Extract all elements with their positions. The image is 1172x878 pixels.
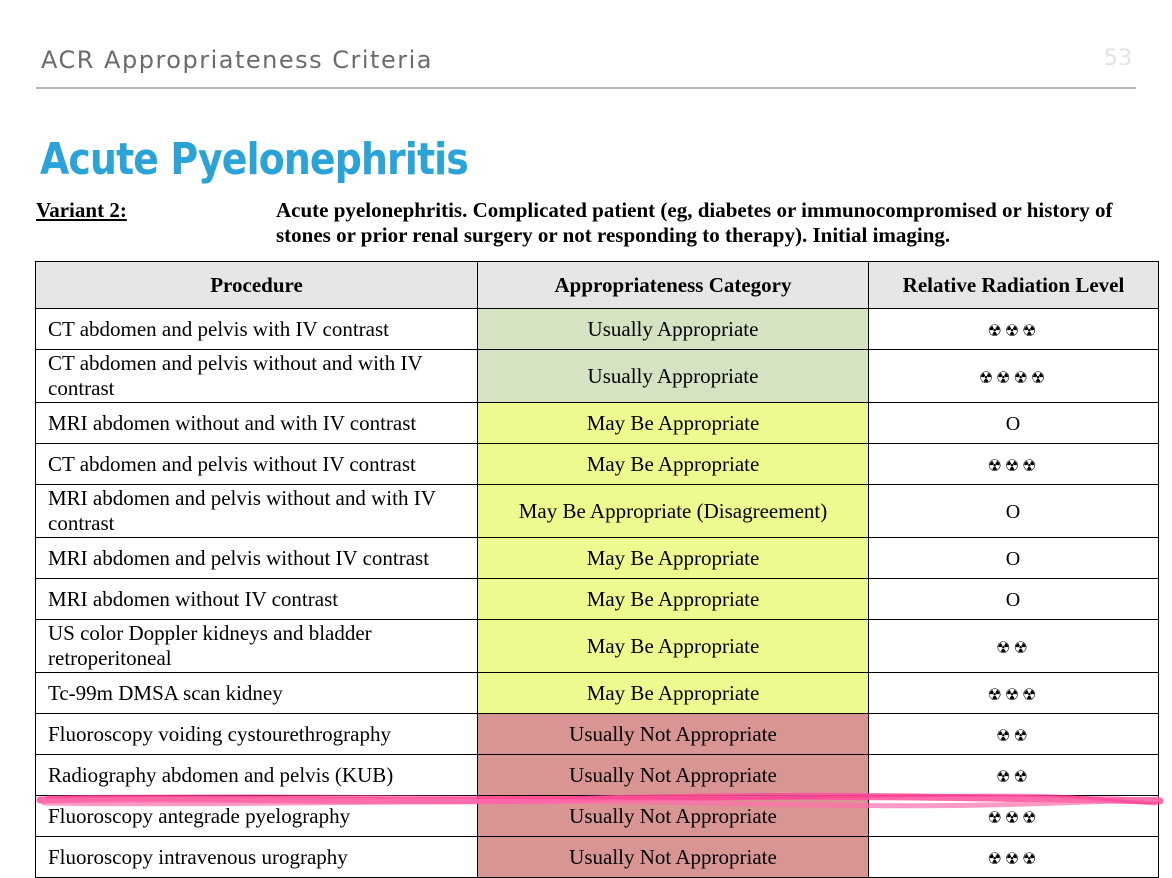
table-row [36,350,1159,403]
table-row [36,538,1159,579]
procedure-cell: MRI abdomen and pelvis without IV contrast [36,538,478,579]
category-cell: Usually Not Appropriate [478,755,869,796]
category-cell: May Be Appropriate [478,579,869,620]
variant-description: Acute pyelonephritis. Complicated patient (eg, diabetes or immunocompromised or history of stones or prior renal surgery or not responding to therapy). Initial imaging. [276,198,1113,247]
radiation-cell [869,714,1159,755]
table-row [36,485,1159,538]
radiation-symbols-icon: ☢☢☢ [987,320,1040,340]
table-body [36,309,1159,878]
radiation-cell [869,837,1159,878]
category-cell: May Be Appropriate [478,444,869,485]
table-row [36,620,1159,673]
table-row [36,309,1159,350]
table-row [36,837,1159,878]
header-title: ACR Appropriateness Criteria [41,46,433,74]
category-cell: May Be Appropriate [478,620,869,673]
table-header-row [36,262,1159,309]
table-row [36,579,1159,620]
criteria-table [35,261,1159,878]
radiation-symbols-icon: ☢☢ [996,766,1031,786]
procedure-cell: MRI abdomen without IV contrast [36,579,478,620]
table-row [36,796,1159,837]
radiation-cell [869,444,1159,485]
table-row [36,714,1159,755]
category-cell: May Be Appropriate [478,673,869,714]
radiation-symbols-icon: ☢☢☢☢ [978,367,1049,387]
radiation-cell [869,755,1159,796]
radiation-cell [869,620,1159,673]
category-cell: Usually Appropriate [478,350,869,403]
procedure-cell: CT abdomen and pelvis without and with IV contrast [36,350,478,403]
table-row [36,403,1159,444]
procedure-cell: MRI abdomen without and with IV contrast [36,403,478,444]
radiation-cell [869,673,1159,714]
radiation-none-label: O [1005,547,1022,570]
radiation-symbols-icon: ☢☢☢ [987,807,1040,827]
procedure-cell: MRI abdomen and pelvis without and with IV contrast [36,485,478,538]
radiation-symbols-icon: ☢☢☢ [987,684,1040,704]
category-cell: Usually Not Appropriate [478,837,869,878]
category-cell: May Be Appropriate (Disagreement) [478,485,869,538]
radiation-none-label: O [1005,500,1022,523]
radiation-symbols-icon: ☢☢ [996,637,1031,657]
page-number: 53 [1104,46,1132,71]
radiation-cell [869,350,1159,403]
table-row [36,444,1159,485]
procedure-cell: CT abdomen and pelvis without IV contrast [36,444,478,485]
radiation-cell [869,796,1159,837]
procedure-cell: Fluoroscopy intravenous urography [36,837,478,878]
radiation-cell [869,485,1159,538]
column-header-category: Appropriateness Category [478,262,869,309]
category-cell: Usually Not Appropriate [478,714,869,755]
category-cell: Usually Not Appropriate [478,796,869,837]
radiation-symbols-icon: ☢☢☢ [987,455,1040,475]
procedure-cell: Fluoroscopy voiding cystourethrography [36,714,478,755]
radiation-cell [869,403,1159,444]
radiation-none-label: O [1005,412,1022,435]
category-cell: Usually Appropriate [478,309,869,350]
table-row [36,673,1159,714]
procedure-cell: CT abdomen and pelvis with IV contrast [36,309,478,350]
variant-label: Variant 2: [36,198,127,222]
header-divider [36,87,1136,89]
page-title: Acute Pyelonephritis [40,134,468,185]
radiation-cell [869,579,1159,620]
procedure-cell: US color Doppler kidneys and bladder retroperitoneal [36,620,478,673]
procedure-cell: Fluoroscopy antegrade pyelography [36,796,478,837]
procedure-cell: Tc-99m DMSA scan kidney [36,673,478,714]
radiation-symbols-icon: ☢☢ [996,725,1031,745]
column-header-procedure: Procedure [36,262,478,309]
table-row [36,755,1159,796]
radiation-cell [869,538,1159,579]
radiation-none-label: O [1005,588,1022,611]
radiation-symbols-icon: ☢☢☢ [987,848,1040,868]
category-cell: May Be Appropriate [478,538,869,579]
category-cell: May Be Appropriate [478,403,869,444]
radiation-cell [869,309,1159,350]
column-header-radiation: Relative Radiation Level [869,262,1159,309]
procedure-cell: Radiography abdomen and pelvis (KUB) [36,755,478,796]
